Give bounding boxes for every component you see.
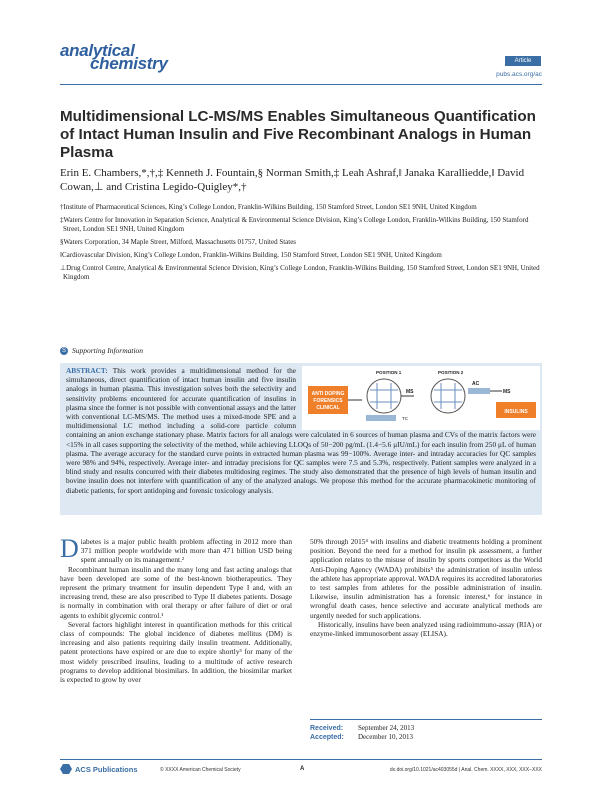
- received-row: [310, 724, 542, 733]
- accepted-label: Accepted:: [310, 734, 344, 742]
- affiliation-item: †Institute of Pharmaceutical Sciences, King’s College London, Franklin-Wilkins Building, 150 Stamford Street, London SE1 9NH, United Kingdom: [60, 203, 477, 211]
- toc-valve-1: [367, 379, 401, 413]
- affiliation-item: §Waters Corporation, 34 Maple Street, Milford, Massachusetts 01757, United States: [60, 238, 297, 247]
- abstract-body: This work provides a multidimensional method for the simultaneous, direct quantification of intact human insulin and five insulin analogs in human plasma. This investigation solves both the selectivity and sensitivity problems encountered for accurate quantification of insulins in plasma since the former is not possible with conventional assays and the latter with conventional LC-MS/MS. The method uses a mixed-mode SPE and a multidimensional LC method including a solid-core particle column containing an anion exchange stationary phase. Matrix factors for all analogs were calculated in 6 sources of human plasma and CVs of the matrix factors were <15% in all cases supporting the selectivity of the method, while achieving LLOQs of 50−200 pg/mL (1.4−5.6 μIU/mL) for each insulin from 250 μL of human plasma. The average accuracy for the standard curve points in extracted human plasma was 99−100%. Average inter- and intraday accuracies for QC samples were 98% and 94%, respectively. Average inter- and intraday precisions for QC samples were 7.5 and 5.3%, respectively. Patient samples were analyzed in a blind study and results concurred with their diabetes multidosing regimes. The study also demonstrated that the presence of high levels of human insulin and bovine insulin does not interfere with quantification of any of the analyzed analogs. We propose this method for the accurate pharmacokinetic monitoring of diabetic patients, for sport antidoping and forensic toxicology analysis.: [66, 366, 536, 495]
- page-number: A: [300, 766, 305, 772]
- affiliations: [60, 203, 540, 286]
- body-paragraph: [60, 534, 292, 565]
- toc-position2-label: POSITION 2: [438, 370, 464, 375]
- accepted-date: December 10, 2013: [358, 733, 414, 742]
- body-paragraph: Several factors highlight interest in quantification methods for this critical class of compounds: The global incidence of diabetes mellitus (DM) is increasing and also patients requiring daily insulin treatment. Additionally, patent protections have expired or are due to expire shortly³ for many of the most widely prescribed insulins, leading to a multitude of active research programs to develop additional biosimilars. In addition, the biosimilar market is expected to grow by over: [60, 619, 292, 685]
- doi-link[interactable]: dx.doi.org/10.1021/ac403055d | Anal. Chem. XXXX, XXX, XXX−XXX: [389, 767, 542, 773]
- affiliation-item: ‖Cardiovascular Division, King’s College London, Franklin-Wilkins Building, 150 Stamford Street, London SE1 9NH, United Kingdom: [60, 250, 442, 259]
- received-date: September 24, 2013: [358, 724, 415, 732]
- publisher-name: ACS Publications: [75, 764, 138, 774]
- article-title: Multidimensional LC-MS/MS Enables Simultaneous Quantification of Intact Human Insulin and Five Recombinant Analogs in Human Plasma: [60, 108, 536, 161]
- toc-label-clinical: CLINICAL: [316, 405, 340, 411]
- toc-tc-label: TC: [402, 416, 408, 421]
- toc-ac-label: AC: [472, 381, 480, 387]
- body-paragraph: 50% through 2015⁴ with insulins and diabetic treatments holding a prominent position. Beyond the need for a method for insulin pk assessment, a further application relates to the misuse of insulin by sports competitors as the World Anti-Doping Agency (WADA) prohibits⁵ the administration of insulin unless the athlete has appropriate approval. WADA requires its accredited laboratories to test samples from athletes for the possible administration of insulin. Likewise, insulin administration has a forensic interest,⁶ for instance in wrongful death cases, hence selective and accurate analytical methods are urgently needed for such applications.: [310, 537, 542, 620]
- acs-publications-logo[interactable]: [60, 764, 138, 774]
- body-paragraph-text: iabetes is a major public health problem affecting in 2012 more than 371 million people worldwide with more than 471 billion USD being spent annually on its management.²: [80, 537, 292, 565]
- acs-hexagon-icon: [60, 764, 72, 774]
- journal-url-link[interactable]: pubs.acs.org/ac: [496, 71, 542, 78]
- journal-logo[interactable]: [60, 41, 168, 73]
- toc-ms2-label: MS: [503, 389, 511, 395]
- toc-valve-2: [431, 379, 465, 413]
- publication-dates: [310, 719, 542, 743]
- accepted-row: [310, 733, 542, 742]
- affiliation-item: ‡Waters Centre for Innovation in Separation Science, Analytical & Environmental Science Division, King’s College London, Franklin-Wilkins Building, 150 Stamford Street, London SE1 9NH, United Kingdom: [60, 215, 529, 234]
- supporting-info-icon: S: [61, 347, 66, 354]
- toc-label-antidoping: ANTI DOPING: [311, 391, 345, 397]
- body-paragraph: Recombinant human insulin and the many long and fast acting analogs that have been developed are some of the best-known biotherapeutics. They represent the primary treatment for insulin dependent Type I and, with an increasing trend, these are also prescribed to Type II diabetes patients. Dosage is normally in combination with oral therapy or after failure of diet or oral agents to exhibit glycemic control.¹: [60, 564, 292, 620]
- logo-line-2: chemistry: [90, 54, 168, 73]
- toc-ms1-label: MS: [406, 389, 414, 395]
- header-divider: [60, 84, 542, 85]
- affiliation-item: ⊥Drug Control Centre, Analytical & Environmental Science Division, King’s College London, Franklin-Wilkins Building, 150 Stamford Street, London SE1 9NH, United Kingdom: [60, 263, 540, 282]
- abstract-label: ABSTRACT:: [66, 366, 108, 375]
- toc-insulins-label: INSULINS: [504, 409, 528, 415]
- body-paragraph: Historically, insulins have been analyzed using radioimmuno-assay (RIA) or enzyme-linked immunosorbent assay (ELISA).: [310, 619, 542, 639]
- toc-graphic: [302, 366, 540, 430]
- author-list: Erin E. Chambers,*,†,‡ Kenneth J. Fountain,§ Norman Smith,‡ Leah Ashraf,‖ Janaka Karalliedde,‖ David Cowan,⊥ and Cristina Legido-Quigley*,†: [60, 167, 525, 193]
- supporting-info-label: Supporting Information: [72, 346, 144, 355]
- received-label: Received:: [310, 725, 344, 732]
- toc-tc-column: [366, 415, 396, 421]
- footer-divider: [60, 759, 542, 760]
- logo-line-1: analytical: [60, 41, 135, 60]
- copyright-notice: © XXXX American Chemical Society: [160, 767, 241, 773]
- drop-cap: D: [60, 534, 79, 563]
- article-type-badge: Article: [505, 56, 541, 66]
- body-column-right: [310, 537, 542, 638]
- toc-position1-label: POSITION 1: [376, 370, 402, 375]
- toc-label-forensics: FORENSICS: [313, 398, 343, 404]
- toc-ac-column: [468, 388, 490, 394]
- body-column-left: [60, 534, 292, 685]
- supporting-info-link[interactable]: [60, 346, 143, 355]
